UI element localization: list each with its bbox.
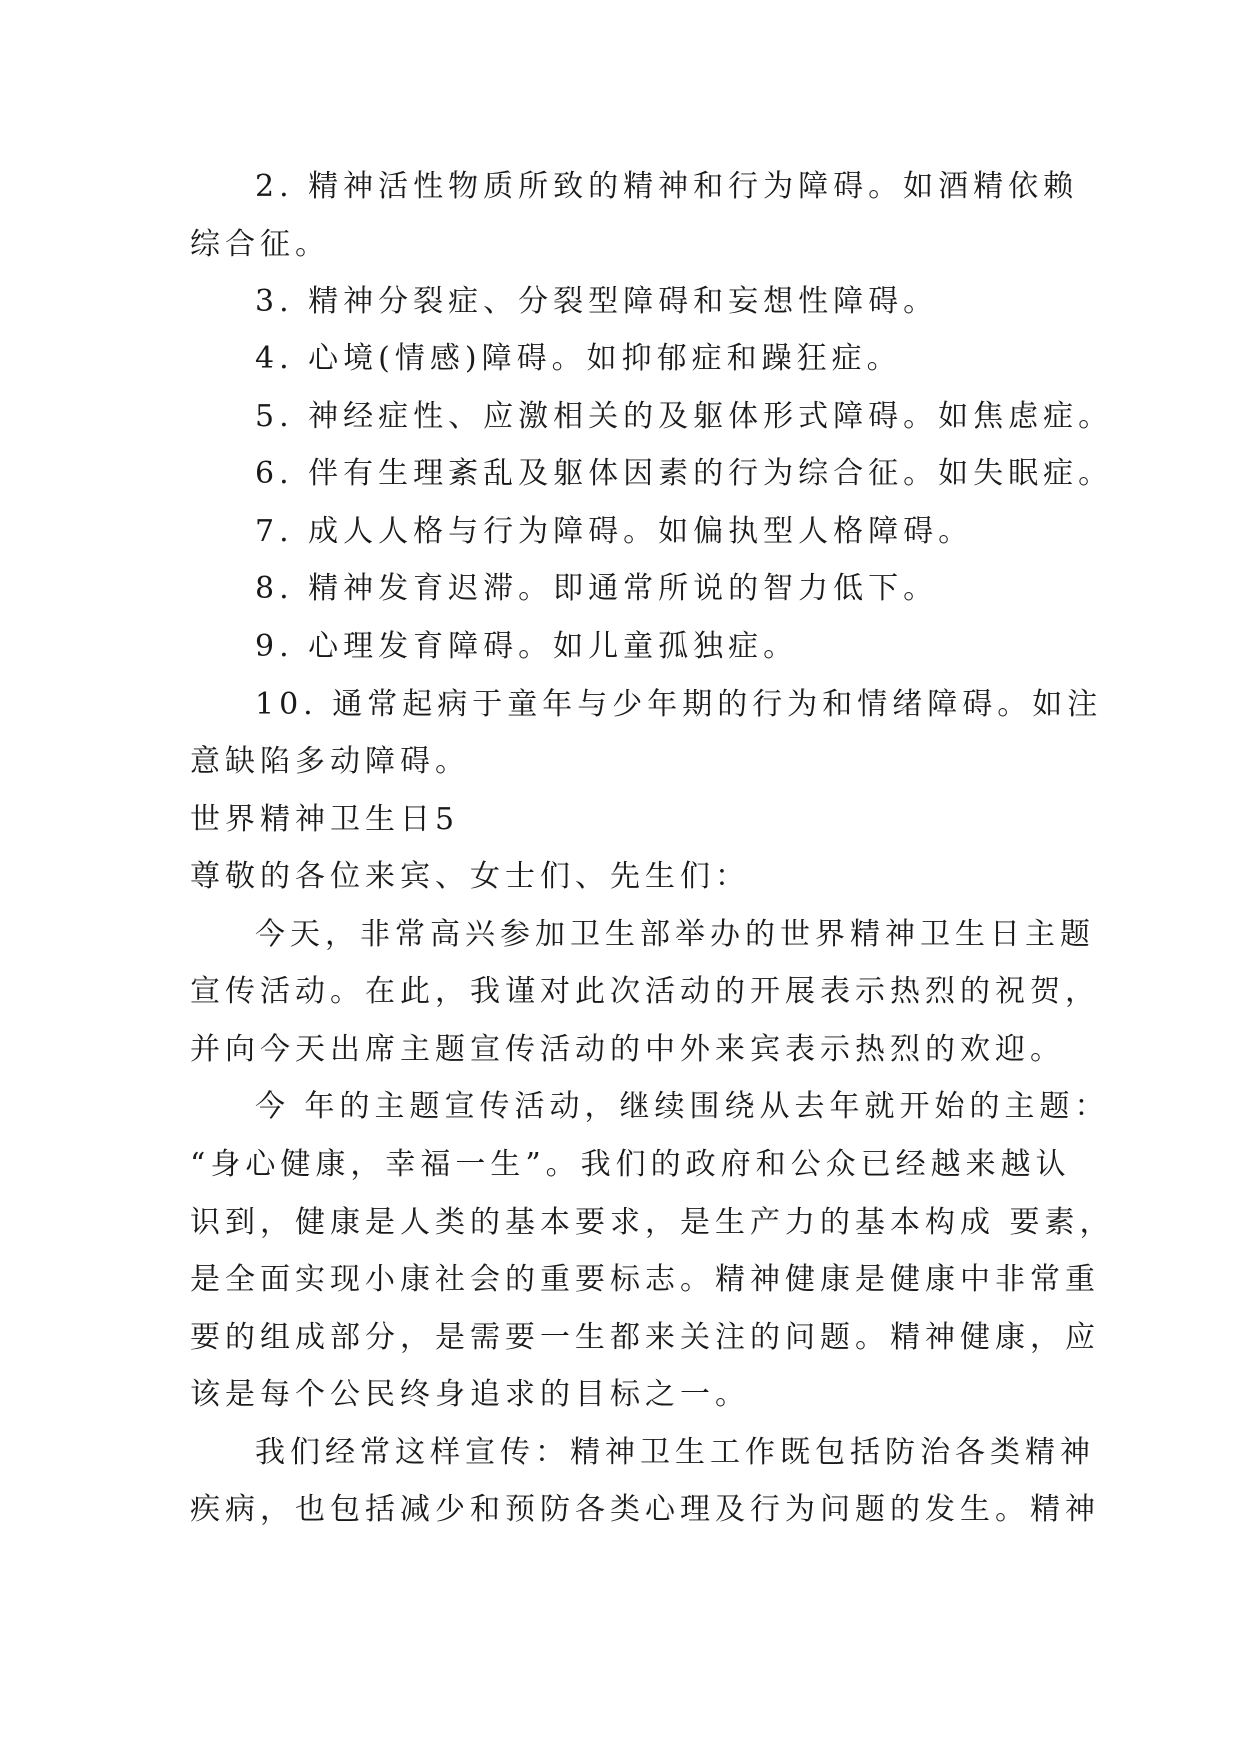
paragraph-line: 并向今天出席主题宣传活动的中外来宾表示热烈的欢迎。: [190, 1032, 1065, 1067]
list-item-2-continued: 综合征。: [190, 227, 330, 262]
paragraph-line: 疾病，也包括减少和预防各类心理及行为问题的发生。精神: [190, 1492, 1100, 1527]
list-item-4: 4. 心境(情感)障碍。如抑郁症和躁狂症。: [255, 341, 902, 376]
list-item-5: 5. 神经症性、应激相关的及躯体形式障碍。如焦虑症。: [255, 399, 1114, 434]
paragraph-line: “身心健康，幸福一生”。我们的政府和公众已经越来越认: [190, 1147, 1071, 1182]
paragraph-line: 我们经常这样宣传：精神卫生工作既包括防治各类精神: [255, 1435, 1095, 1470]
list-item-6: 6. 伴有生理紊乱及躯体因素的行为综合征。如失眠症。: [255, 456, 1114, 491]
paragraph-line: 该是每个公民终身追求的目标之一。: [190, 1377, 750, 1412]
list-item-2: 2. 精神活性物质所致的精神和行为障碍。如酒精依赖: [255, 169, 1079, 204]
paragraph-line: 要的组成部分，是需要一生都来关注的问题。精神健康，应: [190, 1320, 1100, 1355]
salutation: 尊敬的各位来宾、女士们、先生们：: [190, 859, 750, 894]
list-item-10-continued: 意缺陷多动障碍。: [190, 744, 470, 779]
section-heading: 世界精神卫生日5: [190, 802, 460, 837]
paragraph-line: 宣传活动。在此，我谨对此次活动的开展表示热烈的祝贺，: [190, 974, 1100, 1009]
paragraph-line: 今 年的主题宣传活动，继续围绕从去年就开始的主题：: [255, 1089, 1110, 1124]
paragraph-line: 是全面实现小康社会的重要标志。精神健康是健康中非常重: [190, 1262, 1100, 1297]
list-item-8: 8. 精神发育迟滞。即通常所说的智力低下。: [255, 571, 939, 606]
list-item-7: 7. 成人人格与行为障碍。如偏执型人格障碍。: [255, 514, 974, 549]
list-item-3: 3. 精神分裂症、分裂型障碍和妄想性障碍。: [255, 284, 939, 319]
list-item-10: 10. 通常起病于童年与少年期的行为和情绪障碍。如注: [255, 687, 1103, 722]
paragraph-line: 识到，健康是人类的基本要求，是生产力的基本构成 要素，: [190, 1205, 1115, 1240]
paragraph-line: 今天，非常高兴参加卫生部举办的世界精神卫生日主题: [255, 917, 1095, 952]
list-item-9: 9. 心理发育障碍。如儿童孤独症。: [255, 629, 799, 664]
